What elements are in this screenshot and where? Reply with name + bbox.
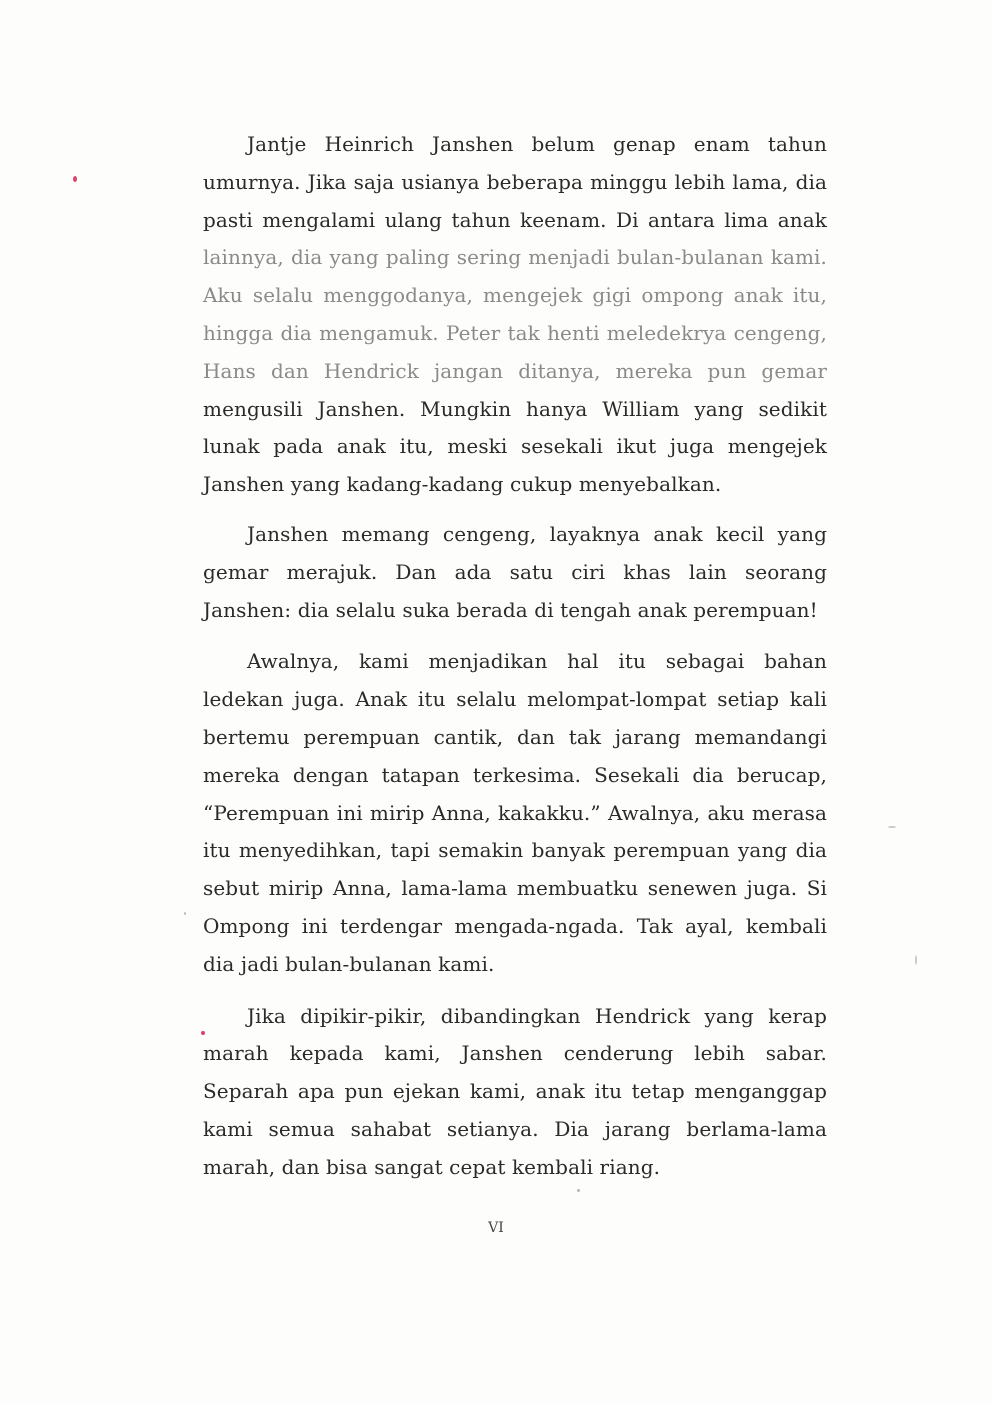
text-line: “Perempuan ini mirip Anna, kakakku.” Awalnya, aku merasa bbox=[203, 800, 827, 825]
paragraph-3 bbox=[203, 643, 827, 983]
text-line: itu menyedihkan, tapi semakin banyak perempuan yang dia bbox=[203, 838, 827, 863]
text-line: Ompong ini terdengar mengada-ngada. Tak ayal, kembali dia bbox=[203, 913, 827, 976]
text-line: ledekan juga. Anak itu selalu melompat-lompat setiap kali bbox=[203, 687, 827, 712]
text-line: sebut mirip Anna, lama-lama membuatku senewen juga. Si bbox=[203, 876, 827, 901]
text-line: pasti mengalami ulang tahun keenam. Di antara lima anak bbox=[203, 207, 827, 232]
text-line: lainnya, dia yang paling sering menjadi bulan-bulanan kami. bbox=[203, 245, 827, 270]
dust-speck bbox=[184, 912, 186, 915]
text-line: sahabat setianya. Dia jarang berlama-lama marah, dan bisa bbox=[203, 1116, 827, 1179]
text-line: Janshen memang cengeng, layaknya anak kecil yang bbox=[247, 521, 827, 546]
text-line: Jantje Heinrich Janshen belum genap enam tahun bbox=[247, 132, 827, 156]
text-line: bertemu perempuan cantik, dan tak jarang memandangi bbox=[203, 724, 827, 749]
paragraph-1 bbox=[203, 126, 827, 504]
text-line: umurnya. Jika saja usianya beberapa minggu lebih lama, dia bbox=[203, 169, 827, 194]
paragraph-4 bbox=[203, 998, 827, 1187]
text-line: hingga dia mengamuk. Peter tak henti meledekrya cengeng, bbox=[203, 320, 827, 345]
text-line: Awalnya, kami menjadikan hal itu sebagai bahan bbox=[247, 649, 827, 674]
paragraph-2 bbox=[203, 516, 827, 629]
body-text bbox=[203, 126, 827, 1201]
text-line: Jika dipikir-pikir, dibandingkan Hendrick yang kerap bbox=[247, 1003, 827, 1028]
text-line: lunak pada anak itu, meski sesekali ikut juga mengejek bbox=[203, 434, 827, 459]
ink-speck bbox=[73, 176, 77, 182]
text-line: dia selalu suka berada di tengah anak perempuan! bbox=[297, 597, 818, 622]
dust-speck bbox=[888, 826, 896, 828]
text-line: sangat cepat kembali riang. bbox=[374, 1154, 661, 1179]
text-line: Aku selalu menggodanya, mengejek gigi ompong anak itu, bbox=[203, 283, 827, 308]
text-line: gemar merajuk. Dan ada satu ciri khas lain seorang Janshen: bbox=[203, 559, 827, 622]
text-line: mereka dengan tatapan terkesima. Sesekali dia berucap, bbox=[203, 762, 827, 787]
text-line: apa pun ejekan kami, anak itu tetap menganggap kami semua bbox=[203, 1079, 827, 1141]
text-line: jadi bulan-bulanan kami. bbox=[240, 951, 495, 976]
dust-speck bbox=[915, 955, 917, 965]
text-line: marah kepada kami, Janshen cenderung lebih sabar. Separah bbox=[203, 1041, 827, 1104]
text-line: mengusili Janshen. Mungkin hanya William yang sedikit bbox=[203, 396, 827, 421]
text-line: Hans dan Hendrick jangan ditanya, mereka pun gemar bbox=[203, 358, 827, 383]
page-number: VI bbox=[488, 1220, 504, 1236]
text-line: Janshen yang kadang-kadang cukup menyebalkan. bbox=[203, 472, 722, 497]
